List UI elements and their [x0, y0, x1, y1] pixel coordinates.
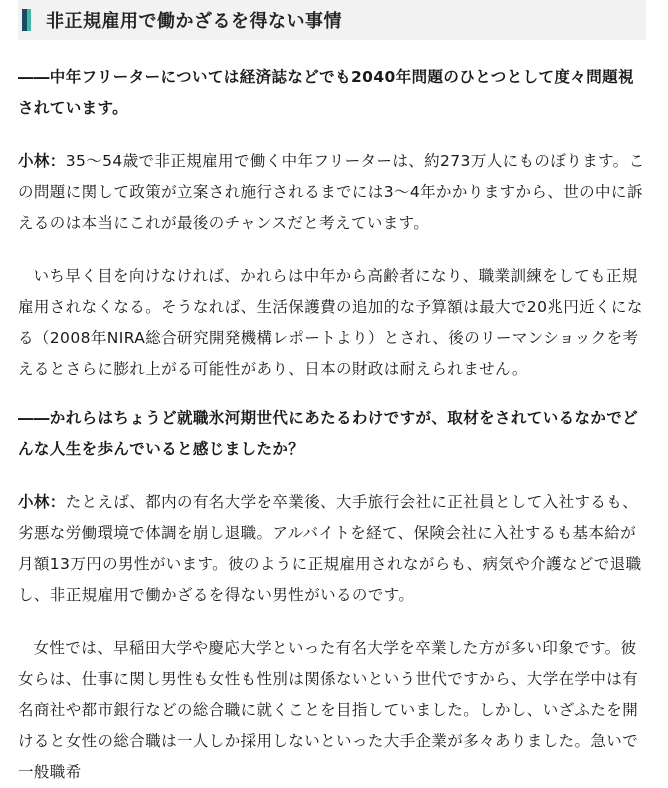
speaker-label: 小林：: [18, 152, 66, 170]
interview-question: ――中年フリーターについては経済誌などでも2040年問題のひとつとして度々問題視されています。: [18, 68, 634, 117]
speaker-label: 小林：: [18, 493, 66, 511]
interview-answer: [18, 487, 646, 611]
answer-paragraph: 女性では、早稲田大学や慶応大学といった有名大学を卒業した方が多い印象です。彼女らは、仕事に関し男性も女性も性別は関係ないという世代ですから、大学在学中は有名商社や都市銀行などの総合職に就くことを目指していました。しかし、いざふたを開けると女性の総合職は一人しか採用しないといった大手企業が多々ありました。急いで一般職希: [18, 639, 639, 781]
section-title: 非正規雇用で働かざるを得ない事情: [46, 11, 342, 32]
interview-answer: [18, 146, 646, 239]
answer-text: 35〜54歳で非正規雇用で働く中年フリーターは、約273万人にものぼります。この問題に関して政策が立案され施行されるまでには3〜4年かかりますから、世の中に訴えるのは本当にこれが最後のチャンスだと考えています。: [18, 152, 645, 232]
interview-question: ――かれらはちょうど就職氷河期世代にあたるわけですが、取材をされているなかでどんな人生を歩んでいると感じましたか？: [18, 409, 639, 458]
answer-text: たとえば、都内の有名大学を卒業後、大手旅行会社に正社員として入社するも、劣悪な労働環境で体調を崩し退職。アルバイトを経て、保険会社に入社するも基本給が月額13万円の男性がいます。彼のように正規雇用されながらも、病気や介護などで退職し、非正規雇用で働かざるを得ない男性がいるのです。: [18, 493, 642, 604]
section-heading: [18, 0, 646, 40]
heading-accent-bar-secondary: [27, 9, 31, 31]
answer-paragraph: いち早く目を向けなければ、かれらは中年から高齢者になり、職業訓練をしても正規雇用されなくなる。そうなれば、生活保護費の追加的な予算額は最大で20兆円近くになる（2008年NIRA総合研究開発機構レポートより）とされ、後のリーマンショックを考えるとさらに膨れ上がる可能性があり、日本の財政は耐えられません。: [18, 267, 643, 378]
article-body: [18, 0, 646, 788]
